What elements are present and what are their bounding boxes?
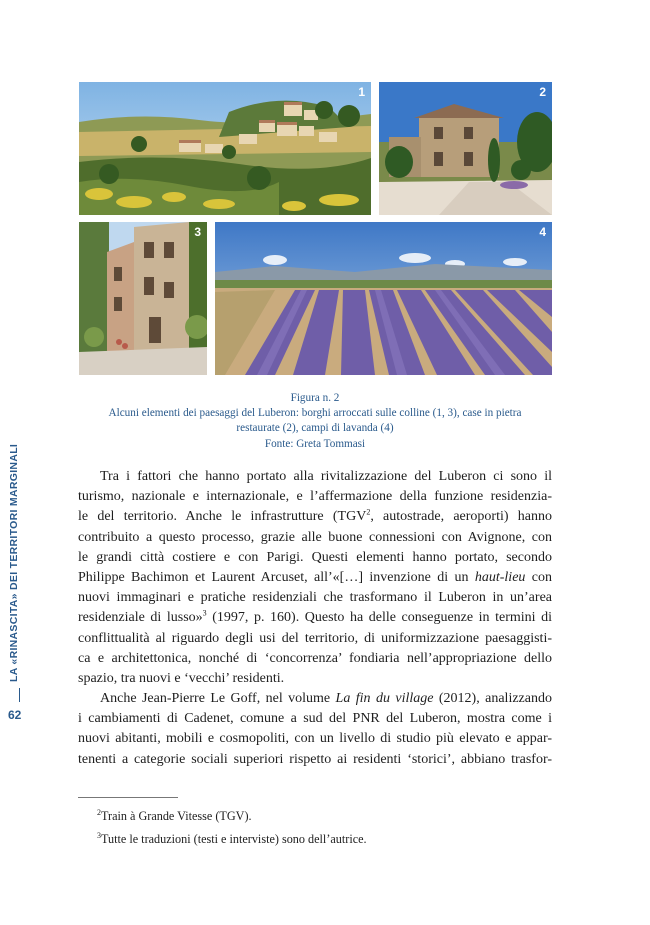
text-line: spazio, tra nuovi e ‘vecchi’ residenti.: [78, 670, 285, 686]
running-head-rule: [19, 688, 20, 702]
photo-lavender-field: [215, 222, 552, 375]
page-number: 62: [8, 708, 22, 722]
text-line: i cambiamenti di Cadenet, comune a sud del PNR del Luberon, mostra come i: [78, 711, 552, 727]
footnotes: [97, 805, 552, 851]
text-line: Tra i fattori che hanno portato alla rivitalizzazione del Luberon ci sono il: [100, 469, 552, 484]
footnote: $^2$Train à Grande Vitesse (TGV).: [97, 807, 252, 823]
italic-term: haut-lieu: [474, 569, 526, 585]
footnote: $^3$Tutte le traduzioni (testi e interviste) sono dell’autrice.: [97, 830, 367, 846]
text-line: tenenti a categorie sociali superiori rispetto ai residenti ‘storici’, abbiano trasfor-: [78, 751, 552, 767]
caption-line: restaurate (2), campi di lavanda (4): [236, 422, 394, 435]
footnote-separator: [78, 797, 178, 798]
text-line: Anche Jean-Pierre Le Goff, nel volume La fin du village (2012), analizzando: [100, 691, 552, 707]
village-street-image: [79, 222, 207, 375]
text-line: ca e architettonica, nonché di ‘concorrenza’ fondiaria nell’appropriazione dello: [78, 650, 552, 666]
caption-line: Alcuni elementi dei paesaggi del Luberon: borghi arroccati sulle colline (1, 3), case in pietra: [108, 407, 522, 420]
text-line: residenziale di lusso»$^3$ (1997, p. 160). Questo ha delle conseguenze in termini di: [78, 608, 553, 626]
running-head: LA «RINASCITA» DEI TERRITORI MARGINALI: [8, 443, 20, 682]
text-line: Philippe Bachimon et Laurent Arcuset, all’«[…] invenzione di un haut-lieu con: [78, 569, 553, 585]
photo-number-1: 1: [358, 85, 365, 99]
text-line: nuovi immaginari e pratiche residenziali che trasformano il Luberon in un’area: [78, 590, 552, 606]
photo-number-4: 4: [539, 225, 546, 239]
photo-hilltop-village: [79, 82, 371, 215]
figure-source: Fonte: Greta Tommasi: [264, 437, 366, 450]
figure-label: Figura n. 2: [290, 392, 340, 404]
photo-village-street: [79, 222, 207, 375]
photo-number-3: 3: [194, 225, 201, 239]
figure-caption: [78, 391, 552, 452]
body-text: [78, 467, 552, 770]
text-line: contribuito a questo processo, grazie alle buone connessioni con Avignone, con: [78, 529, 552, 545]
footnote-ref-2[interactable]: 2: [366, 507, 371, 517]
text-line: turismo, nazionale e internazionale, e l’affermazione della funzione residenzia-: [78, 489, 552, 505]
footnote-ref-3[interactable]: 3: [202, 608, 207, 618]
stone-house-image: [379, 82, 552, 215]
book-title: La fin du village: [335, 691, 434, 707]
text-line: le del territorio. Anche le infrastrutture (TGV$^2$, autostrade, aeroporti) hanno: [78, 507, 552, 525]
photo-stone-house: [379, 82, 552, 215]
photo-number-2: 2: [539, 85, 546, 99]
text-line: le grandi città costiere e con Parigi. Questi elementi hanno portato, secondo: [78, 549, 552, 565]
hilltop-village-image: [79, 82, 371, 215]
text-line: conflittualità al riguardo degli usi del territorio, di uniformizzazione paesaggisti-: [78, 630, 552, 646]
lavender-field-image: [215, 222, 552, 375]
text-line: nuovi abitanti, mobili e cosmopoliti, con un livello di studio più elevato e appar-: [78, 731, 552, 747]
